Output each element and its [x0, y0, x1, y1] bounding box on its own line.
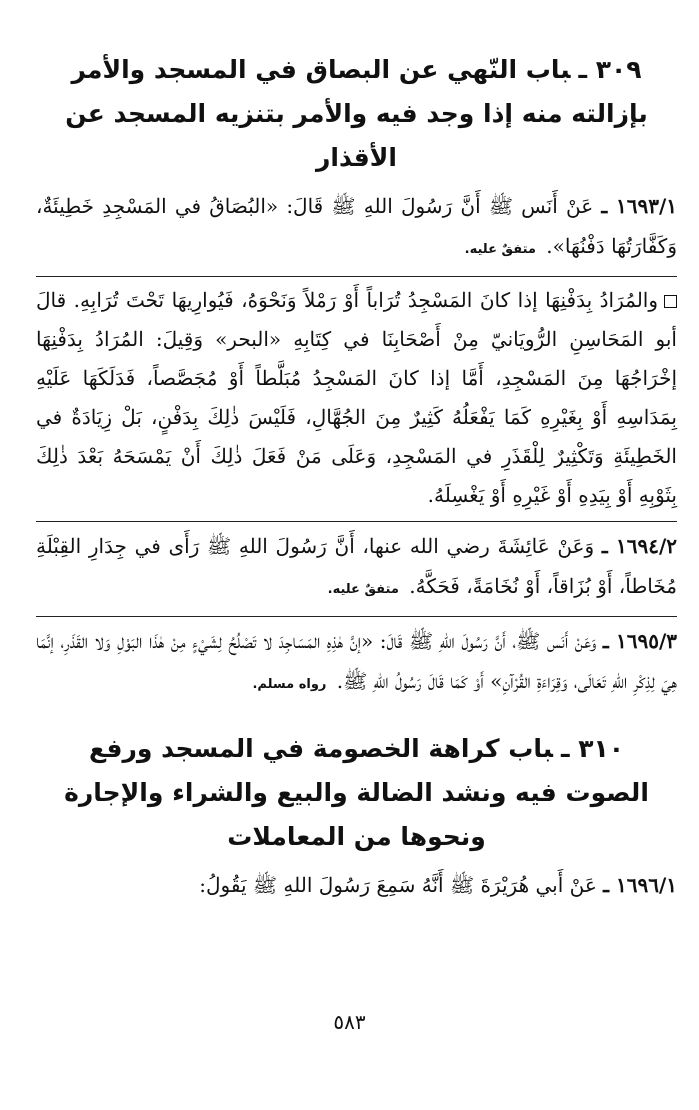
spacer [36, 705, 677, 727]
hadith-1694 [36, 526, 677, 610]
hadith-1695-number: ١٦٩٥/٣ ـ [602, 629, 677, 653]
hadith-1696-text: عَنْ أَبي هُرَيْرَةَ ﷺ أَنَّهُ سَمِعَ رَسُولَ اللهِ ﷺ يَقُولُ: [199, 873, 597, 897]
book-page [36, 48, 677, 1110]
chapter-309-number: ٣٠٩ ـ [578, 55, 642, 84]
hadith-1694-text: وَعَنْ عَائِشَةَ رضي الله عنها، أَنَّ رَسُولَ اللهِ ﷺ رَأَى في جِدَارِ القِبْلَةِ مُخَاطاً، أَوْ بُزَاقاً، أَوْ نُخَامَةً، فَحَكَّهُ. [36, 534, 677, 598]
hadith-1695-text: وَعَنْ أَنَس ﷺ، أَنَّ رَسُولَ اللهِ ﷺ قَالَ: «إنَّ هٰذِهِ المَسَاجِدَ لا تَصْلُحُ لِشَيْءٍ مِنْ هٰذَا البَوْلِ وَلا القَذَرِ، إنَّمَا هِيَ لِذِكْرِ اللهِ تَعَالَى، وَقِرَاءَةِ القُرْآنِ» أَوْ كَمَا قَالَ رَسُولُ اللهِ ﷺ. [36, 629, 677, 693]
page-number: ٥٨٣ [333, 1010, 366, 1034]
chapter-310-number: ٣١٠ ـ [560, 734, 624, 763]
hadith-1695 [36, 621, 677, 705]
hadith-1693-number: ١٦٩٣/١ ـ [601, 194, 678, 218]
divider [36, 616, 677, 617]
square-bullet-icon [664, 295, 677, 308]
hadith-1694-number: ١٦٩٤/٢ ـ [601, 534, 678, 558]
divider [36, 521, 677, 522]
chapter-310-heading [36, 727, 677, 859]
hadith-1693 [36, 186, 677, 270]
hadith-1696-number: ١٦٩٦/١ ـ [603, 873, 677, 897]
hadith-1694-source: متفقٌ عليه. [327, 582, 399, 597]
chapter-309-heading [36, 48, 677, 180]
hadith-1693-source: متفقٌ عليه. [464, 242, 536, 257]
hadith-1693-text: عَنْ أَنَس ﷺ أَنَّ رَسُولَ اللهِ ﷺ قَالَ: «البُصَاقُ في المَسْجِدِ خَطِيئَةٌ، وَكَفَّارَتُهَا دَفْنُهَا». [36, 194, 677, 258]
commentary-text: والمُرَادُ بِدَفْنِهَا إذا كانَ المَسْجِدُ تُرَاباً أَوْ رَمْلاً وَنَحْوَهُ، فَيُوارِيهَا تَحْتَ تُرَابِهِ. قالَ أبو المَحَاسِنِ الرُّويَانيّ مِنْ أَصْحَابِنَا في كِتَابِهِ «البحر» وَقِيلَ: المُرَادُ بِدَفْنِهَا إخْرَاجُهَا مِنَ المَسْجِدِ، أَمَّا إذا كانَ المَسْجِدُ مُبَلَّطاً أَوْ مُجَصَّصاً، فَدَلَكَهَا عَلَيْهِ بِمَدَاسِهِ أَوْ بِغَيْرِهِ كَمَا يَفْعَلُهُ كَثِيرٌ مِنَ الجُهَّالِ، فَلَيْسَ ذٰلِكَ بِدَفْنٍ، بَلْ زِيَادَةٌ في الخَطِيئَةِ وَتَكْثِيرٌ لِلْقَذَرِ في المَسْجِدِ، وَعَلَى مَنْ فَعَلَ ذٰلِكَ أَنْ يَمْسَحَهُ بَعْدَ ذٰلِكَ بِثَوْبِهِ أَوْ بِيَدِهِ أَوْ غَيْرِهِ أَوْ يَغْسِلَهُ. [36, 288, 677, 507]
divider [36, 276, 677, 277]
chapter-310-title: باب كراهة الخصومة في المسجد ورفع الصوت فيه ونشد الضالة والبيع والشراء والإجارة ونحوها من المعاملات [64, 734, 649, 851]
commentary-paragraph [36, 281, 677, 515]
hadith-1696 [36, 865, 677, 905]
hadith-1695-source: رواه مسلم. [252, 677, 327, 692]
chapter-309-title: باب النّهي عن البصاق في المسجد والأمر بإزالته منه إذا وجد فيه والأمر بتنزيه المسجد عن الأقذار [65, 55, 648, 172]
